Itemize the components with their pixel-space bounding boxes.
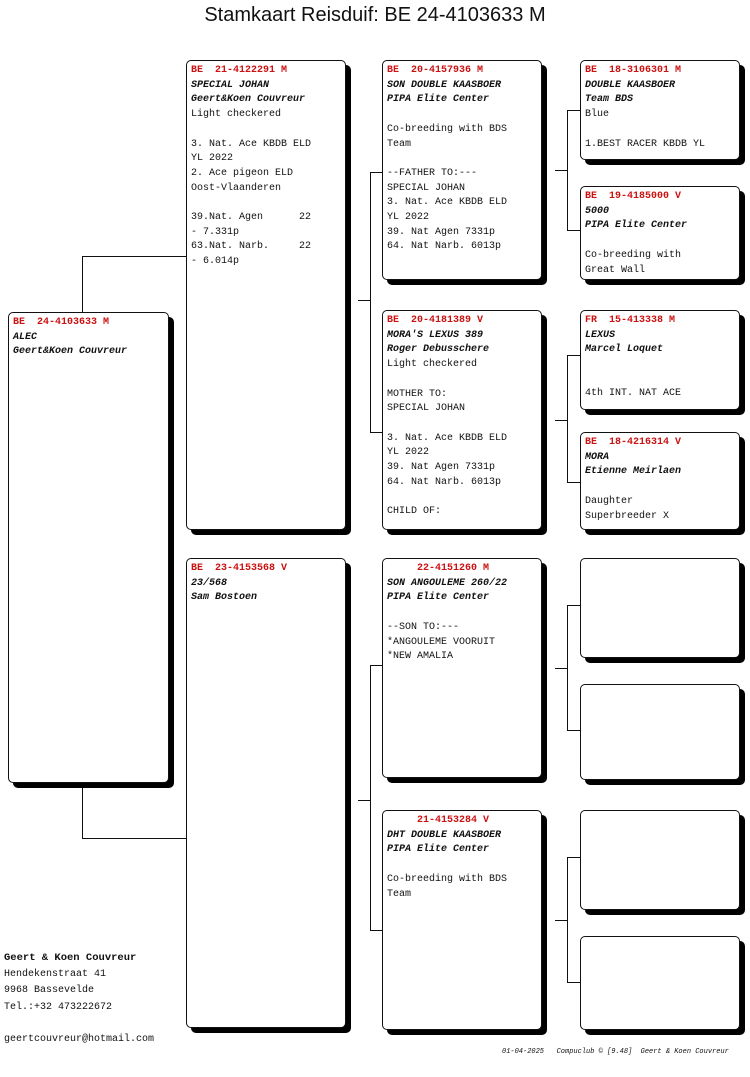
- owner-name: PIPA Elite Center: [585, 220, 688, 232]
- ring-number: BE 20-4181389 V: [387, 315, 484, 326]
- breeder-city: 9968 Bassevelde: [4, 985, 95, 996]
- info-line: [387, 490, 537, 505]
- breeder-name: Geert & Koen Couvreur: [4, 952, 137, 964]
- pigeon-name: SPECIAL JOHAN: [191, 79, 270, 91]
- info-line: YL 2022: [191, 153, 234, 165]
- info-line: Blue: [585, 109, 610, 121]
- connector: [567, 230, 581, 231]
- connector: [567, 355, 581, 356]
- info-line: CHILD OF:: [387, 506, 442, 518]
- pigeon-name: 23/568: [191, 577, 228, 589]
- info-line: 1.BEST RACER KBDB YL: [585, 138, 706, 150]
- info-line: [387, 152, 537, 167]
- info-line: Light checkered: [191, 109, 282, 121]
- info-line: [191, 123, 341, 138]
- info-line: 64. Nat Narb. 6013p: [387, 241, 502, 253]
- ring-number: BE 18-3106301 M: [585, 65, 682, 76]
- connector: [567, 857, 581, 858]
- breeder-phone: Tel.:+32 473222672: [4, 1001, 113, 1013]
- connector: [82, 838, 187, 839]
- pigeon-card-mff[interactable]: [580, 558, 740, 658]
- pigeon-card-ff[interactable]: [382, 60, 542, 280]
- info-line: Co-breeding with BDS: [387, 123, 508, 135]
- info-line: Daughter: [585, 495, 634, 507]
- info-line: [387, 373, 537, 388]
- info-line: 3. Nat. Ace KBDB ELD: [387, 197, 508, 209]
- owner-name: Geert&Koen Couvreur: [13, 346, 128, 358]
- info-line: Co-breeding with BDS: [387, 873, 508, 885]
- pigeon-name: MORA: [585, 451, 610, 463]
- info-line: Team: [387, 138, 412, 150]
- info-line: YL 2022: [387, 447, 430, 459]
- owner-name: Marcel Loquet: [585, 344, 664, 356]
- info-line: SPECIAL JOHAN: [387, 182, 466, 194]
- owner-name: Roger Debusschere: [387, 344, 490, 356]
- info-line: [585, 234, 735, 249]
- connector: [567, 110, 581, 111]
- pigeon-name: 5000: [585, 205, 610, 217]
- ring-number: FR 15-413338 M: [585, 315, 676, 326]
- owner-name: Sam Bostoen: [191, 592, 258, 604]
- info-line: 39. Nat Agen 7331p: [387, 226, 496, 238]
- info-line: [585, 480, 735, 495]
- connector: [370, 172, 382, 173]
- connector: [567, 605, 581, 606]
- info-line: --SON TO:---: [387, 621, 460, 633]
- info-line: [387, 417, 537, 432]
- footer-text: 01-04-2025 Compuclub © [9.48] Geert & Koen Couvreur: [502, 1048, 729, 1056]
- pigeon-name: SON DOUBLE KAASBOER: [387, 79, 502, 91]
- connector: [358, 300, 370, 301]
- pigeon-card-fmf[interactable]: [580, 310, 740, 410]
- info-line: Superbreeder X: [585, 510, 670, 522]
- connector: [370, 432, 382, 433]
- info-line: Light checkered: [387, 359, 478, 371]
- info-line: [191, 196, 341, 211]
- info-line: 3. Nat. Ace KBDB ELD: [387, 432, 508, 444]
- info-line: - 7.331p: [191, 226, 240, 238]
- ring-number: 22-4151260 M: [417, 563, 490, 574]
- info-line: 3. Nat. Ace KBDB ELD: [191, 138, 312, 150]
- breeder-info: [4, 950, 154, 1049]
- connector: [555, 668, 567, 669]
- info-line: 4th INT. NAT ACE: [585, 388, 682, 400]
- connector: [82, 256, 187, 257]
- info-line: 39. Nat Agen 7331p: [387, 462, 496, 473]
- pigeon-card-fm[interactable]: [382, 310, 542, 530]
- pigeon-card-fff[interactable]: [580, 60, 740, 160]
- info-line: - 6.014p: [191, 256, 240, 268]
- info-line: [585, 123, 735, 138]
- connector: [555, 170, 567, 171]
- pigeon-name: DOUBLE KAASBOER: [585, 79, 676, 91]
- pigeon-card-mother[interactable]: [186, 558, 346, 1028]
- connector: [370, 930, 382, 931]
- connector: [567, 982, 581, 983]
- connector: [567, 605, 568, 730]
- owner-name: PIPA Elite Center: [387, 94, 490, 106]
- info-line: Co-breeding with: [585, 249, 682, 261]
- pigeon-card-mmf[interactable]: [580, 810, 740, 910]
- info-line: Oost-Vlaanderen: [191, 182, 282, 194]
- ring-number: BE 23-4153568 V: [191, 563, 288, 574]
- ring-number: BE 24-4103633 M: [13, 317, 110, 328]
- info-line: 64. Nat Narb. 6013p: [387, 476, 502, 488]
- connector: [370, 665, 382, 666]
- pigeon-name: ALEC: [13, 331, 38, 343]
- info-line: [387, 858, 537, 873]
- owner-name: PIPA Elite Center: [387, 844, 490, 856]
- info-line: [387, 606, 537, 621]
- info-line: Great Wall: [585, 264, 646, 276]
- ring-number: BE 20-4157936 M: [387, 65, 484, 76]
- info-line: 63.Nat. Narb. 22: [191, 241, 312, 253]
- connector: [555, 920, 567, 921]
- pigeon-name: MORA'S LEXUS 389: [387, 329, 484, 341]
- connector: [82, 785, 83, 838]
- pigeon-card-mm[interactable]: [382, 810, 542, 1030]
- info-line: --FATHER TO:---: [387, 167, 478, 179]
- info-line: 2. Ace pigeon ELD: [191, 167, 294, 179]
- info-line: [387, 108, 537, 123]
- ring-number: BE 19-4185000 V: [585, 191, 682, 202]
- ring-number: 21-4153284 V: [417, 815, 490, 826]
- pigeon-name: SON ANGOULEME 260/22: [387, 577, 508, 589]
- connector: [82, 256, 83, 312]
- pigeon-name: DHT DOUBLE KAASBOER: [387, 829, 502, 841]
- connector: [370, 665, 371, 930]
- info-line: 39.Nat. Agen 22: [191, 212, 312, 223]
- info-line: YL 2022: [387, 212, 430, 223]
- owner-name: Etienne Meirlaen: [585, 466, 682, 478]
- connector: [370, 172, 371, 432]
- connector: [567, 355, 568, 482]
- pigeon-card-father[interactable]: [186, 60, 346, 530]
- pigeon-card-mf[interactable]: [382, 558, 542, 778]
- breeder-street: Hendekenstraat 41: [4, 968, 107, 980]
- connector: [358, 800, 370, 801]
- connector: [555, 420, 567, 421]
- connector: [567, 482, 581, 483]
- info-line: SPECIAL JOHAN: [387, 403, 466, 415]
- connector: [567, 857, 568, 982]
- info-line: [585, 358, 735, 373]
- info-line: Team: [387, 888, 412, 900]
- owner-name: PIPA Elite Center: [387, 592, 490, 604]
- pigeon-card-mfm[interactable]: [580, 684, 740, 780]
- page-title: Stamkaart Reisduif: BE 24-4103633 M: [204, 4, 546, 26]
- info-line: *ANGOULEME VOORUIT: [387, 636, 496, 648]
- pigeon-card-mmm[interactable]: [580, 936, 740, 1030]
- ring-number: BE 21-4122291 M: [191, 65, 288, 76]
- info-line: *NEW AMALIA: [387, 651, 454, 663]
- info-line: [585, 373, 735, 388]
- connector: [567, 730, 581, 731]
- pigeon-card-subject[interactable]: [8, 312, 169, 783]
- info-line: MOTHER TO:: [387, 388, 448, 400]
- ring-number: BE 18-4216314 V: [585, 437, 682, 448]
- connector: [567, 110, 568, 230]
- pigeon-card-fmm[interactable]: [580, 432, 740, 530]
- pigeon-name: LEXUS: [585, 329, 616, 341]
- breeder-email[interactable]: geertcouvreur@hotmail.com: [4, 1034, 155, 1045]
- owner-name: Team BDS: [585, 94, 634, 106]
- pigeon-card-ffm[interactable]: [580, 186, 740, 280]
- owner-name: Geert&Koen Couvreur: [191, 94, 306, 106]
